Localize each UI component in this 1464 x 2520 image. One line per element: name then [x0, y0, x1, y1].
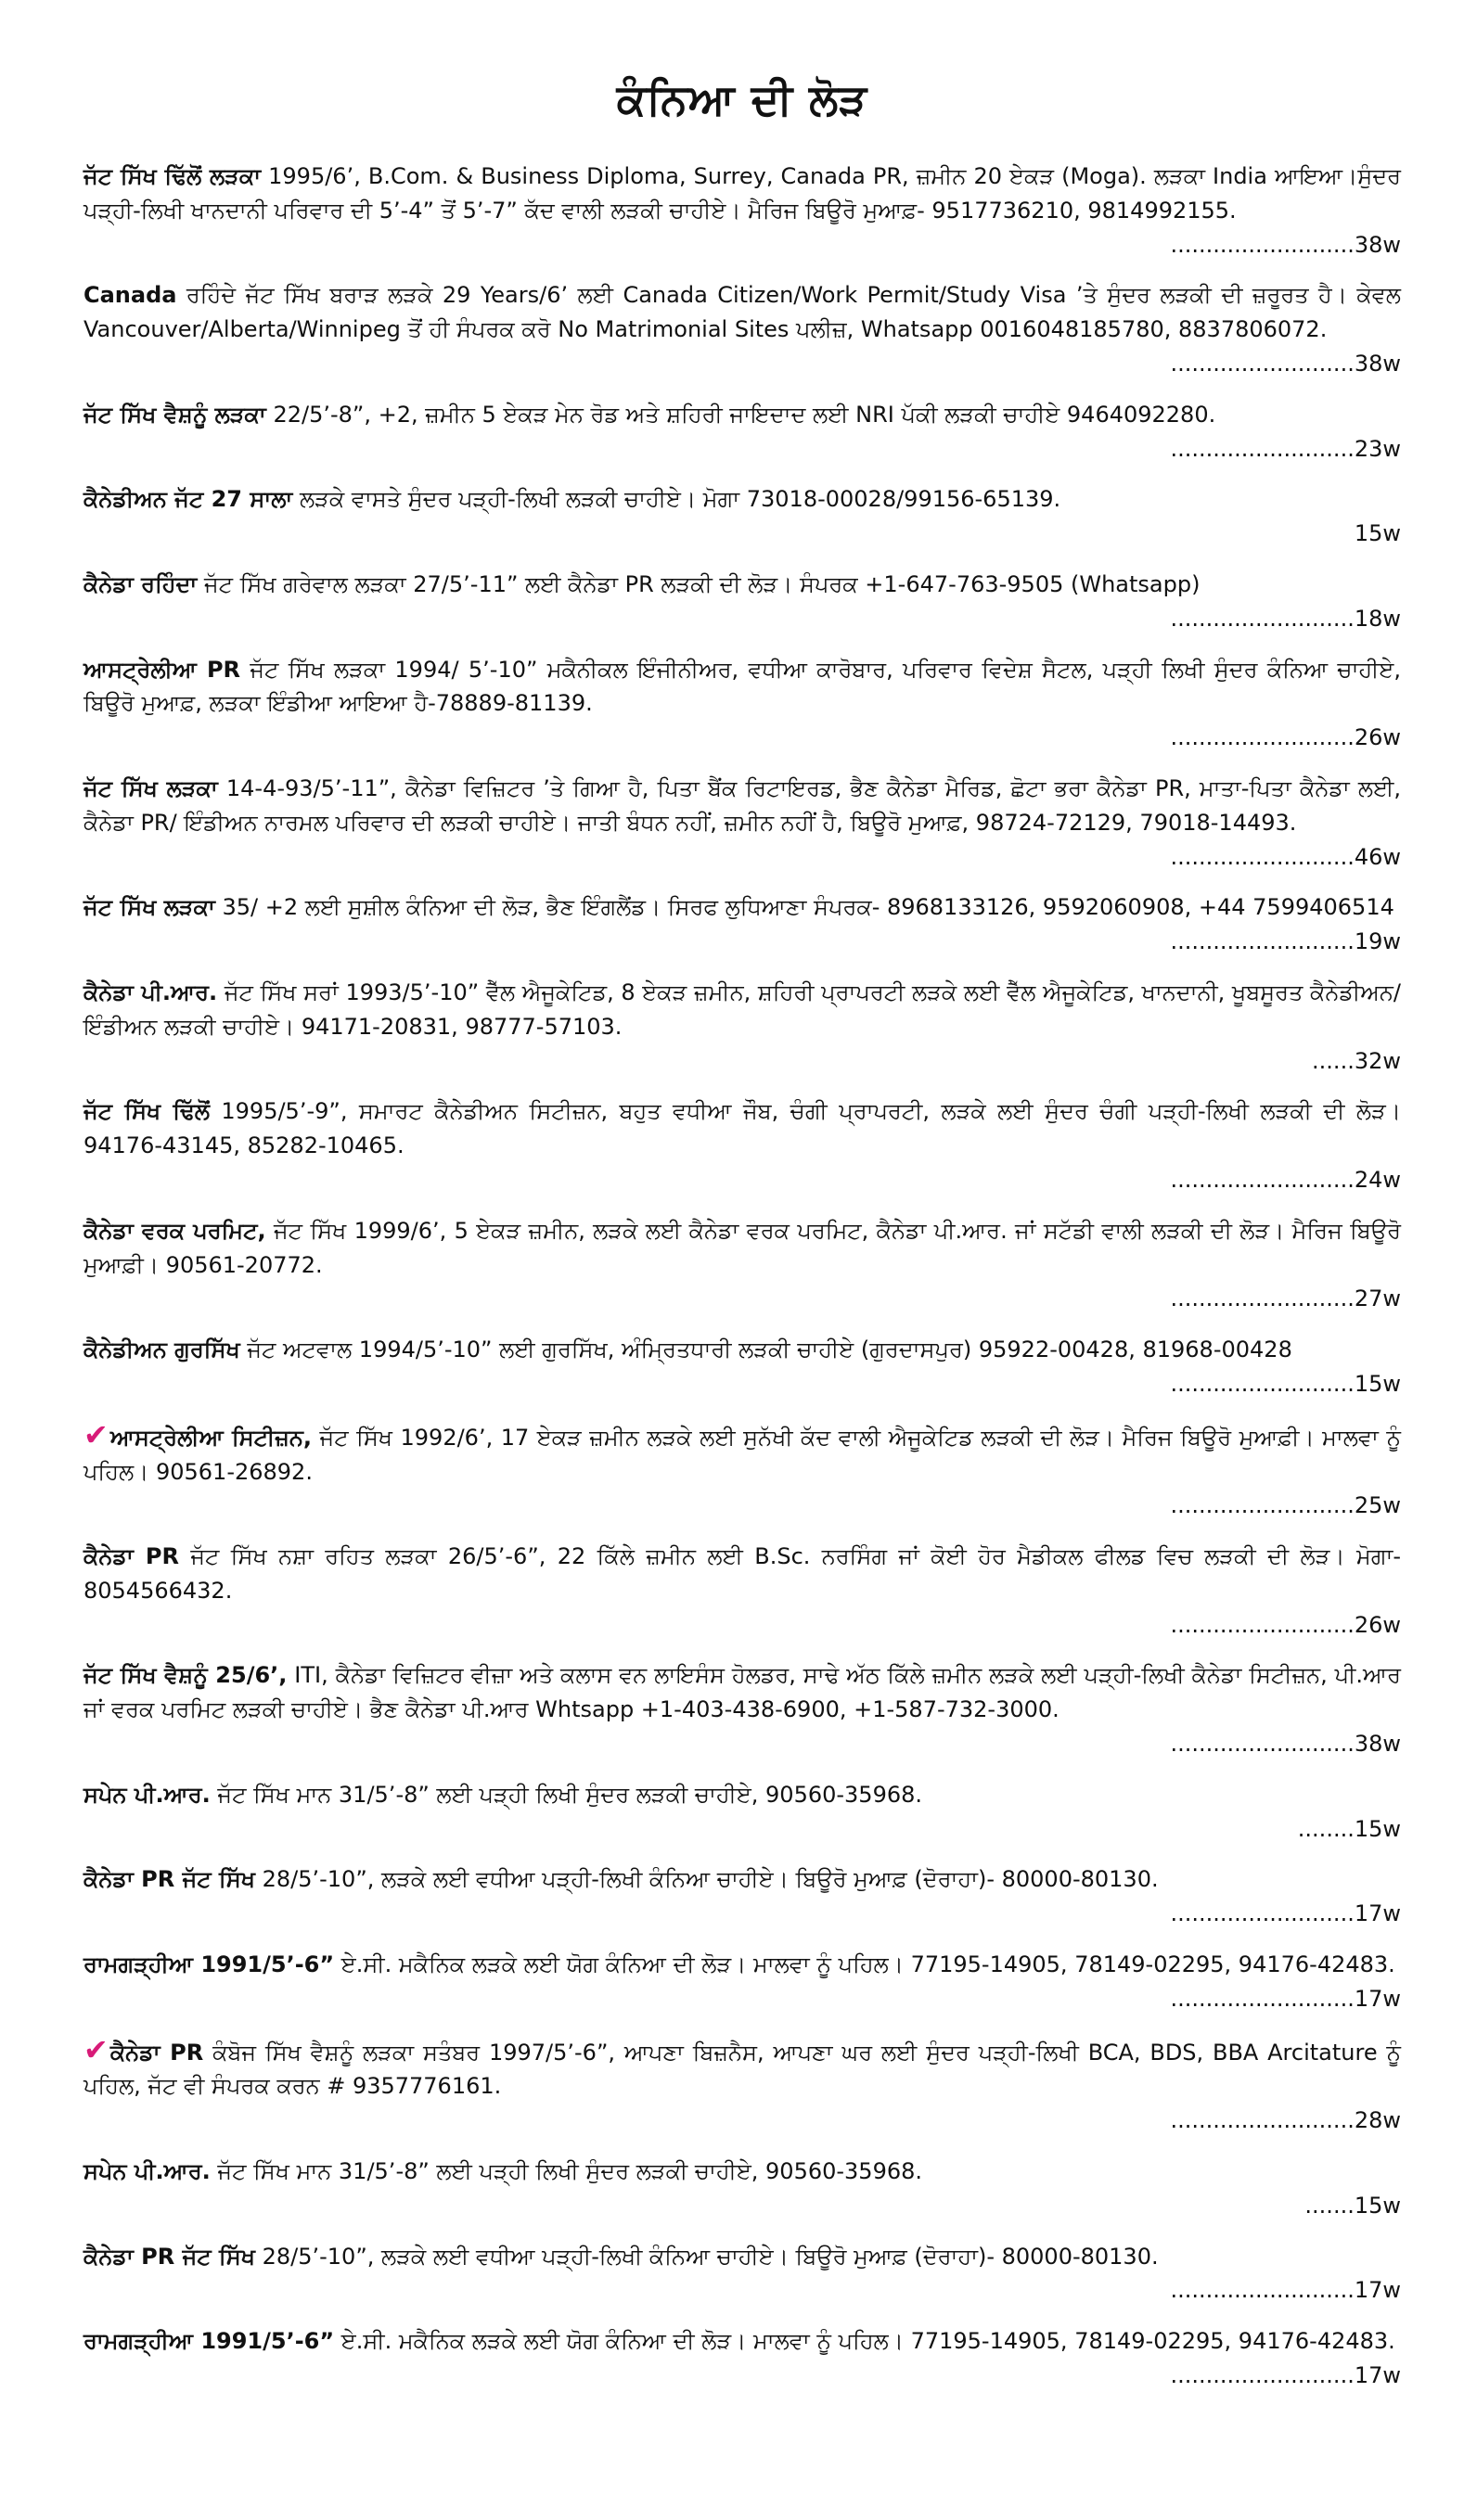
ad-text	[83, 398, 1401, 432]
ad-body: 14-4-93/5’-11”, ਕੈਨੇਡਾ ਵਿਜ਼ਿਟਰ ’ਤੇ ਗਿਆ ਹੈ, ਪਿਤਾ ਬੈਂਕ ਰਿਟਾਇਰਡ, ਭੈਣ ਕੈਨੇਡਾ ਮੈਰਿਡ, ਛੋਟਾ ਭਰਾ ਕੈਨੇਡਾ PR, ਮਾਤਾ-ਪਿਤਾ ਕੈਨੇਡਾ ਲਈ, ਕੈਨੇਡਾ PR/ ਇੰਡੀਅਨ ਨਾਰਮਲ ਪਰਿਵਾਰ ਦੀ ਲੜਕੀ ਚਾਹੀਏ। ਜਾਤੀ ਬੰਧਨ ਨਹੀਂ, ਜ਼ਮੀਨ ਨਹੀਂ ਹੈ, ਬਿਊਰੋ ਮੁਆਫ਼, 98724-72129, 79018-14493.	[83, 774, 1402, 836]
ad-code-line	[83, 925, 1401, 959]
ad-code: ..........................27w	[1161, 1286, 1401, 1311]
ad-body: 28/5’-10”, ਲੜਕੇ ਲਈ ਵਧੀਆ ਪੜ੍ਹੀ-ਲਿਖੀ ਕੰਨਿਆ ਚਾਹੀਏ। ਬਿਊਰੋ ਮੁਆਫ਼ (ਦੋਰਾਹਾ)- 80000-80130.	[262, 2243, 1159, 2270]
ad-code-line	[83, 2189, 1401, 2223]
ad-body: 28/5’-10”, ਲੜਕੇ ਲਈ ਵਧੀਆ ਪੜ੍ਹੀ-ਲਿਖੀ ਕੰਨਿਆ ਚਾਹੀਏ। ਬਿਊਰੋ ਮੁਆਫ਼ (ਦੋਰਾਹਾ)- 80000-80130.	[262, 1866, 1159, 1893]
ad-text	[83, 1418, 1401, 1490]
ad-lead: Canada	[83, 282, 177, 309]
ad-lead: ਜੱਟ ਸਿੱਖ ਵੈਸ਼ਨੂੰ ਲੜਕਾ	[83, 401, 266, 428]
ad-text	[83, 1540, 1401, 1608]
ad-body: ਲੜਕੇ ਵਾਸਤੇ ਸੁੰਦਰ ਪੜ੍ਹੀ-ਲਿਖੀ ਲੜਕੀ ਚਾਹੀਏ। ਮੋਗਾ 73018-00028/99156-65139.	[299, 486, 1061, 513]
ad-lead: ਕੈਨੇਡੀਅਨ ਜੱਟ 27 ਸਾਲਾ	[83, 486, 293, 513]
ad-code-line	[83, 228, 1401, 262]
ad-code: ..........................38w	[1161, 351, 1401, 377]
ad-code: ..........................17w	[1161, 2277, 1401, 2303]
ad-code-line	[83, 347, 1401, 381]
ad-lead: ਕੈਨੇਡਾ PR	[109, 2039, 204, 2066]
ad-code-line	[83, 840, 1401, 875]
ad-code-line	[83, 1897, 1401, 1931]
ad-body: ਜੱਟ ਸਿੱਖ ਗਰੇਵਾਲ ਲੜਕਾ 27/5’-11” ਲਈ ਕੈਨੇਡਾ PR ਲੜਕੀ ਦੀ ਲੋੜ। ਸੰਪਰਕ +1-647-763-9505 (Whatsapp)	[203, 570, 1201, 597]
classified-ad	[83, 1658, 1401, 1760]
classifieds-page	[83, 74, 1401, 2410]
classified-ad	[83, 568, 1401, 636]
classified-ad	[83, 398, 1401, 467]
classified-ad	[83, 2033, 1401, 2138]
ad-code: ..........................38w	[1161, 1731, 1401, 1757]
ad-code-line	[83, 1489, 1401, 1523]
ad-code-line	[83, 1982, 1401, 2016]
ad-code: ..........................23w	[1161, 436, 1401, 462]
page-title: ਕੰਨਿਆ ਦੀ ਲੋੜ	[616, 74, 868, 124]
ad-code: ..........................28w	[1161, 2107, 1401, 2133]
ad-body: 1995/5’-9”, ਸਮਾਰਟ ਕੈਨੇਡੀਅਨ ਸਿਟੀਜ਼ਨ, ਬਹੁਤ ਵਧੀਆ ਜੌਬ, ਚੰਗੀ ਪ੍ਰਾਪਰਟੀ, ਲੜਕੇ ਲਈ ਸੁੰਦਰ ਚੰਗੀ ਪੜ੍ਹੀ-ਲਿਖੀ ਲੜਕੀ ਦੀ ਲੋੜ। 94176-43145, 85282-10465.	[83, 1098, 1401, 1159]
classified-ad	[83, 1778, 1401, 1847]
ad-lead: ਆਸਟ੍ਰੇਲੀਆ PR	[83, 656, 241, 683]
classified-ad	[83, 1094, 1401, 1196]
ad-code: ..........................17w	[1161, 1986, 1401, 2012]
ad-text	[83, 1862, 1401, 1897]
ad-text	[83, 1214, 1401, 1283]
ad-body: ਜੱਟ ਸਿੱਖ ਨਸ਼ਾ ਰਹਿਤ ਲੜਕਾ 26/5’-6”, 22 ਕਿੱਲੇ ਜ਼ਮੀਨ ਲਈ B.Sc. ਨਰਸਿੰਗ ਜਾਂ ਕੋਈ ਹੋਰ ਮੈਡੀਕਲ ਫੀਲਡ ਵਿਚ ਲੜਕੀ ਦੀ ਲੋੜ। ਮੋਗਾ- 8054566432.	[83, 1543, 1401, 1604]
ad-code-line	[83, 1163, 1401, 1197]
ad-code-line	[83, 2359, 1401, 2393]
ad-text	[83, 1778, 1401, 1812]
ad-code: ..........................17w	[1161, 1900, 1401, 1926]
ad-body: ITI, ਕੈਨੇਡਾ ਵਿਜ਼ਿਟਰ ਵੀਜ਼ਾ ਅਤੇ ਕਲਾਸ ਵਨ ਲਾਇਸੰਸ ਹੋਲਡਰ, ਸਾਢੇ ਅੱਠ ਕਿੱਲੇ ਜ਼ਮੀਨ ਲੜਕੇ ਲਈ ਪੜ੍ਹੀ-ਲਿਖੀ ਕੈਨੇਡਾ ਸਿਟੀਜ਼ਨ, ਪੀ.ਆਰ ਜਾਂ ਵਰਕ ਪਰਮਿਟ ਲੜਕੀ ਚਾਹੀਏ। ਭੈਣ ਕੈਨੇਡਾ ਪੀ.ਆਰ Whtsapp +1-403-438-6900, +1-587-732-3000.	[83, 1662, 1401, 1723]
ad-code: ..........................24w	[1161, 1167, 1401, 1193]
ad-code-line	[83, 1044, 1401, 1079]
ad-code: ..........................26w	[1161, 724, 1401, 750]
ad-lead: ਕੈਨੇਡਾ PR	[83, 1543, 179, 1570]
classified-ad	[83, 2324, 1401, 2393]
ad-body: 22/5’-8”, +2, ਜ਼ਮੀਨ 5 ਏਕੜ ਮੇਨ ਰੋਡ ਅਤੇ ਸ਼ਹਿਰੀ ਜਾਇਦਾਦ ਲਈ NRI ਪੱਕੀ ਲੜਕੀ ਚਾਹੀਏ 9464092280.	[273, 401, 1216, 428]
ad-text	[83, 772, 1401, 840]
ad-code: ..........................18w	[1161, 606, 1401, 632]
ad-body: ਕੰਬੋਜ ਸਿੱਖ ਵੈਸ਼ਨੂੰ ਲੜਕਾ ਸਤੰਬਰ 1997/5’-6”, ਆਪਣਾ ਬਿਜ਼ਨੈਸ, ਆਪਣਾ ਘਰ ਲਈ ਸੁੰਦਰ ਪੜ੍ਹੀ-ਲਿਖੀ BCA, BDS, BBA Arcitature ਨੂੰ ਪਹਿਲ, ਜੱਟ ਵੀ ਸੰਪਰਕ ਕਰਨ # 9357776161.	[83, 2039, 1401, 2100]
ad-body: ਜੱਟ ਸਿੱਖ 1992/6’, 17 ਏਕੜ ਜ਼ਮੀਨ ਲੜਕੇ ਲਈ ਸੁਨੱਖੀ ਕੱਦ ਵਾਲੀ ਐਜੂਕੇਟਿਡ ਲੜਕੀ ਦੀ ਲੋੜ। ਮੈਰਿਜ ਬਿਊਰੋ ਮੁਆਫ਼ੀ। ਮਾਲਵਾ ਨੂੰ ਪਹਿਲ। 90561-26892.	[83, 1424, 1401, 1485]
classified-ad	[83, 1948, 1401, 2016]
ad-text	[83, 1094, 1401, 1163]
ad-code-line	[83, 602, 1401, 636]
classified-ad	[83, 1540, 1401, 1642]
ad-code: ..........................19w	[1161, 928, 1401, 954]
ad-code-line	[83, 1367, 1401, 1401]
classified-ad	[83, 278, 1401, 380]
ad-lead: ਜੱਟ ਸਿੱਖ ਢਿੱਲੋਂ ਲੜਕਾ	[83, 163, 262, 189]
ad-code: ........15w	[1289, 1816, 1401, 1842]
ad-text	[83, 160, 1401, 228]
classified-ad	[83, 653, 1401, 755]
ad-body: ਏ.ਸੀ. ਮਕੈਨਿਕ ਲੜਕੇ ਲਈ ਯੋਗ ਕੰਨਿਆ ਦੀ ਲੋੜ। ਮਾਲਵਾ ਨੂੰ ਪਹਿਲ। 77195-14905, 78149-02295, 94176-42483.	[340, 2328, 1395, 2355]
ad-text	[83, 976, 1401, 1044]
ad-lead: ਕੈਨੇਡਾ ਵਰਕ ਪਰਮਿਟ,	[83, 1217, 266, 1244]
ad-text	[83, 653, 1401, 722]
ad-text	[83, 1333, 1401, 1367]
ad-code-line	[83, 2104, 1401, 2138]
classified-ad	[83, 482, 1401, 551]
ad-body: ਜੱਟ ਸਿੱਖ ਲੜਕਾ 1994/ 5’-10” ਮਕੈਨੀਕਲ ਇੰਜੀਨੀਅਰ, ਵਧੀਆ ਕਾਰੋਬਾਰ, ਪਰਿਵਾਰ ਵਿਦੇਸ਼ ਸੈਟਲ, ਪੜ੍ਹੀ ਲਿਖੀ ਸੁੰਦਰ ਕੰਨਿਆ ਚਾਹੀਏ, ਬਿਊਰੋ ਮੁਆਫ਼, ਲੜਕਾ ਇੰਡੀਆ ਆਇਆ ਹੈ-78889-81139.	[83, 656, 1401, 717]
classified-ad	[83, 160, 1401, 262]
ad-lead: ਰਾਮਗੜ੍ਹੀਆ 1991/5’-6”	[83, 2328, 335, 2355]
classified-ad	[83, 1418, 1401, 1523]
classified-ad	[83, 1862, 1401, 1931]
ad-text	[83, 2240, 1401, 2274]
ad-code: ......32w	[1303, 1048, 1401, 1074]
ad-code-line	[83, 721, 1401, 755]
ad-code: ..........................17w	[1161, 2362, 1401, 2388]
ad-body: ਜੱਟ ਅਟਵਾਲ 1994/5’-10” ਲਈ ਗੁਰਸਿੱਖ, ਅੰਮ੍ਰਿਤਧਾਰੀ ਲੜਕੀ ਚਾਹੀਏ (ਗੁਰਦਾਸਪੁਰ) 95922-00428, 81968-00428	[247, 1337, 1292, 1363]
ad-code: .......15w	[1295, 2193, 1401, 2219]
ad-body: 35/ +2 ਲਈ ਸੁਸ਼ੀਲ ਕੰਨਿਆ ਦੀ ਲੋੜ, ਭੈਣ ਇੰਗਲੈਂਡ। ਸਿਰਫ ਲੁਧਿਆਣਾ ਸੰਪਰਕ- 8968133126, 9592060908, +44 7599406514	[222, 894, 1394, 921]
ad-lead: ਕੈਨੇਡੀਅਨ ਗੁਰਸਿੱਖ	[83, 1337, 240, 1363]
ad-text	[83, 2324, 1401, 2359]
ad-text	[83, 278, 1401, 347]
checkmark-icon: ✔	[83, 1416, 109, 1452]
ad-code: ..........................25w	[1161, 1492, 1401, 1518]
ad-code-line	[83, 1282, 1401, 1316]
ad-code-line	[83, 1727, 1401, 1761]
ad-body: ਏ.ਸੀ. ਮਕੈਨਿਕ ਲੜਕੇ ਲਈ ਯੋਗ ਕੰਨਿਆ ਦੀ ਲੋੜ। ਮਾਲਵਾ ਨੂੰ ਪਹਿਲ। 77195-14905, 78149-02295, 94176-42483.	[340, 1951, 1395, 1978]
classified-ad	[83, 890, 1401, 959]
ad-text	[83, 1658, 1401, 1727]
ad-body: ਜੱਟ ਸਿੱਖ ਸਰਾਂ 1993/5’-10” ਵੈੱਲ ਐਜੂਕੇਟਿਡ, 8 ਏਕੜ ਜ਼ਮੀਨ, ਸ਼ਹਿਰੀ ਪ੍ਰਾਪਰਟੀ ਲੜਕੇ ਲਈ ਵੈੱਲ ਐਜੂਕੇਟਿਡ, ਖਾਨਦਾਨੀ, ਖੂਬਸੂਰਤ ਕੈਨੇਡੀਅਨ/ਇੰਡੀਅਨ ਲੜਕੀ ਚਾਹੀਏ। 94171-20831, 98777-57103.	[83, 979, 1401, 1040]
ad-code-line	[83, 1608, 1401, 1643]
ad-lead: ਆਸਟ੍ਰੇਲੀਆ ਸਿਟੀਜ਼ਨ,	[109, 1424, 313, 1451]
ad-lead: ਕੈਨੇਡਾ ਰਹਿੰਦਾ	[83, 570, 198, 597]
classified-ad	[83, 976, 1401, 1078]
ad-code: ..........................26w	[1161, 1612, 1401, 1638]
ad-body: ਰਹਿੰਦੇ ਜੱਟ ਸਿੱਖ ਬਰਾੜ ਲੜਕੇ 29 Years/6’ ਲਈ Canada Citizen/Work Permit/Study Visa ’ਤੇ ਸੁੰਦਰ ਲੜਕੀ ਦੀ ਜ਼ਰੂਰਤ ਹੈ। ਕੇਵਲ Vancouver/Alberta/Winnipeg ਤੋਂ ਹੀ ਸੰਪਰਕ ਕਰੋ No Matrimonial Sites ਪਲੀਜ਼, Whatsapp 0016048185780, 8837806072.	[83, 282, 1401, 343]
ad-code: ..........................15w	[1161, 1371, 1401, 1397]
ad-code-line	[83, 517, 1401, 551]
checkmark-icon: ✔	[83, 2031, 109, 2067]
ad-code: 15w	[1345, 520, 1401, 546]
ad-body: ਜੱਟ ਸਿੱਖ 1999/6’, 5 ਏਕੜ ਜ਼ਮੀਨ, ਲੜਕੇ ਲਈ ਕੈਨੇਡਾ ਵਰਕ ਪਰਮਿਟ, ਕੈਨੇਡਾ ਪੀ.ਆਰ. ਜਾਂ ਸਟੱਡੀ ਵਾਲੀ ਲੜਕੀ ਦੀ ਲੋੜ। ਮੈਰਿਜ ਬਿਊਰੋ ਮੁਆਫ਼ੀ। 90561-20772.	[83, 1217, 1402, 1278]
ad-code-line	[83, 1812, 1401, 1847]
ad-lead: ਕੈਨੇਡਾ PR ਜੱਟ ਸਿੱਖ	[83, 2243, 255, 2270]
ad-text	[83, 2033, 1401, 2104]
classified-ad	[83, 2240, 1401, 2309]
ad-lead: ਰਾਮਗੜ੍ਹੀਆ 1991/5’-6”	[83, 1951, 335, 1978]
ad-code-line	[83, 2273, 1401, 2308]
ads-list	[83, 160, 1401, 2393]
ad-body: ਜੱਟ ਸਿੱਖ ਮਾਨ 31/5’-8” ਲਈ ਪੜ੍ਹੀ ਲਿਖੀ ਸੁੰਦਰ ਲੜਕੀ ਚਾਹੀਏ, 90560-35968.	[217, 1781, 923, 1808]
ad-text	[83, 568, 1401, 602]
ad-lead: ਜੱਟ ਸਿੱਖ ਲੜਕਾ	[83, 894, 215, 921]
ad-lead: ਕੈਨੇਡਾ PR ਜੱਟ ਸਿੱਖ	[83, 1866, 255, 1893]
classified-ad	[83, 1214, 1401, 1316]
ad-lead: ਜੱਟ ਸਿੱਖ ਲੜਕਾ	[83, 774, 218, 801]
classified-ad	[83, 2155, 1401, 2223]
ad-text	[83, 890, 1401, 925]
ad-code: ..........................46w	[1161, 844, 1401, 870]
ad-lead: ਜੱਟ ਸਿੱਖ ਵੈਸ਼ਨੂੰ 25/6’,	[83, 1662, 288, 1689]
ad-body: 1995/6’, B.Com. & Business Diploma, Surrey, Canada PR, ਜ਼ਮੀਨ 20 ਏਕੜ (Moga). ਲੜਕਾ India ਆਇਆ।ਸੁੰਦਰ ਪੜ੍ਹੀ-ਲਿਖੀ ਖਾਨਦਾਨੀ ਪਰਿਵਾਰ ਦੀ 5’-4” ਤੋਂ 5’-7” ਕੱਦ ਵਾਲੀ ਲੜਕੀ ਚਾਹੀਏ। ਮੈਰਿਜ ਬਿਊਰੋ ਮੁਆਫ਼- 9517736210, 9814992155.	[83, 163, 1401, 224]
classified-ad	[83, 1333, 1401, 1401]
ad-lead: ਜੱਟ ਸਿੱਖ ਢਿੱਲੋਂ	[83, 1098, 210, 1125]
classified-ad	[83, 772, 1401, 874]
ad-text	[83, 1948, 1401, 1982]
ad-text	[83, 482, 1401, 517]
ad-lead: ਸਪੇਨ ਪੀ.ਆਰ.	[83, 2158, 211, 2185]
ad-body: ਜੱਟ ਸਿੱਖ ਮਾਨ 31/5’-8” ਲਈ ਪੜ੍ਹੀ ਲਿਖੀ ਸੁੰਦਰ ਲੜਕੀ ਚਾਹੀਏ, 90560-35968.	[217, 2158, 923, 2185]
ad-code-line	[83, 432, 1401, 467]
ad-lead: ਸਪੇਨ ਪੀ.ਆਰ.	[83, 1781, 211, 1808]
ad-lead: ਕੈਨੇਡਾ ਪੀ.ਆਰ.	[83, 979, 218, 1005]
ad-code: ..........................38w	[1161, 232, 1401, 258]
ad-text	[83, 2155, 1401, 2189]
